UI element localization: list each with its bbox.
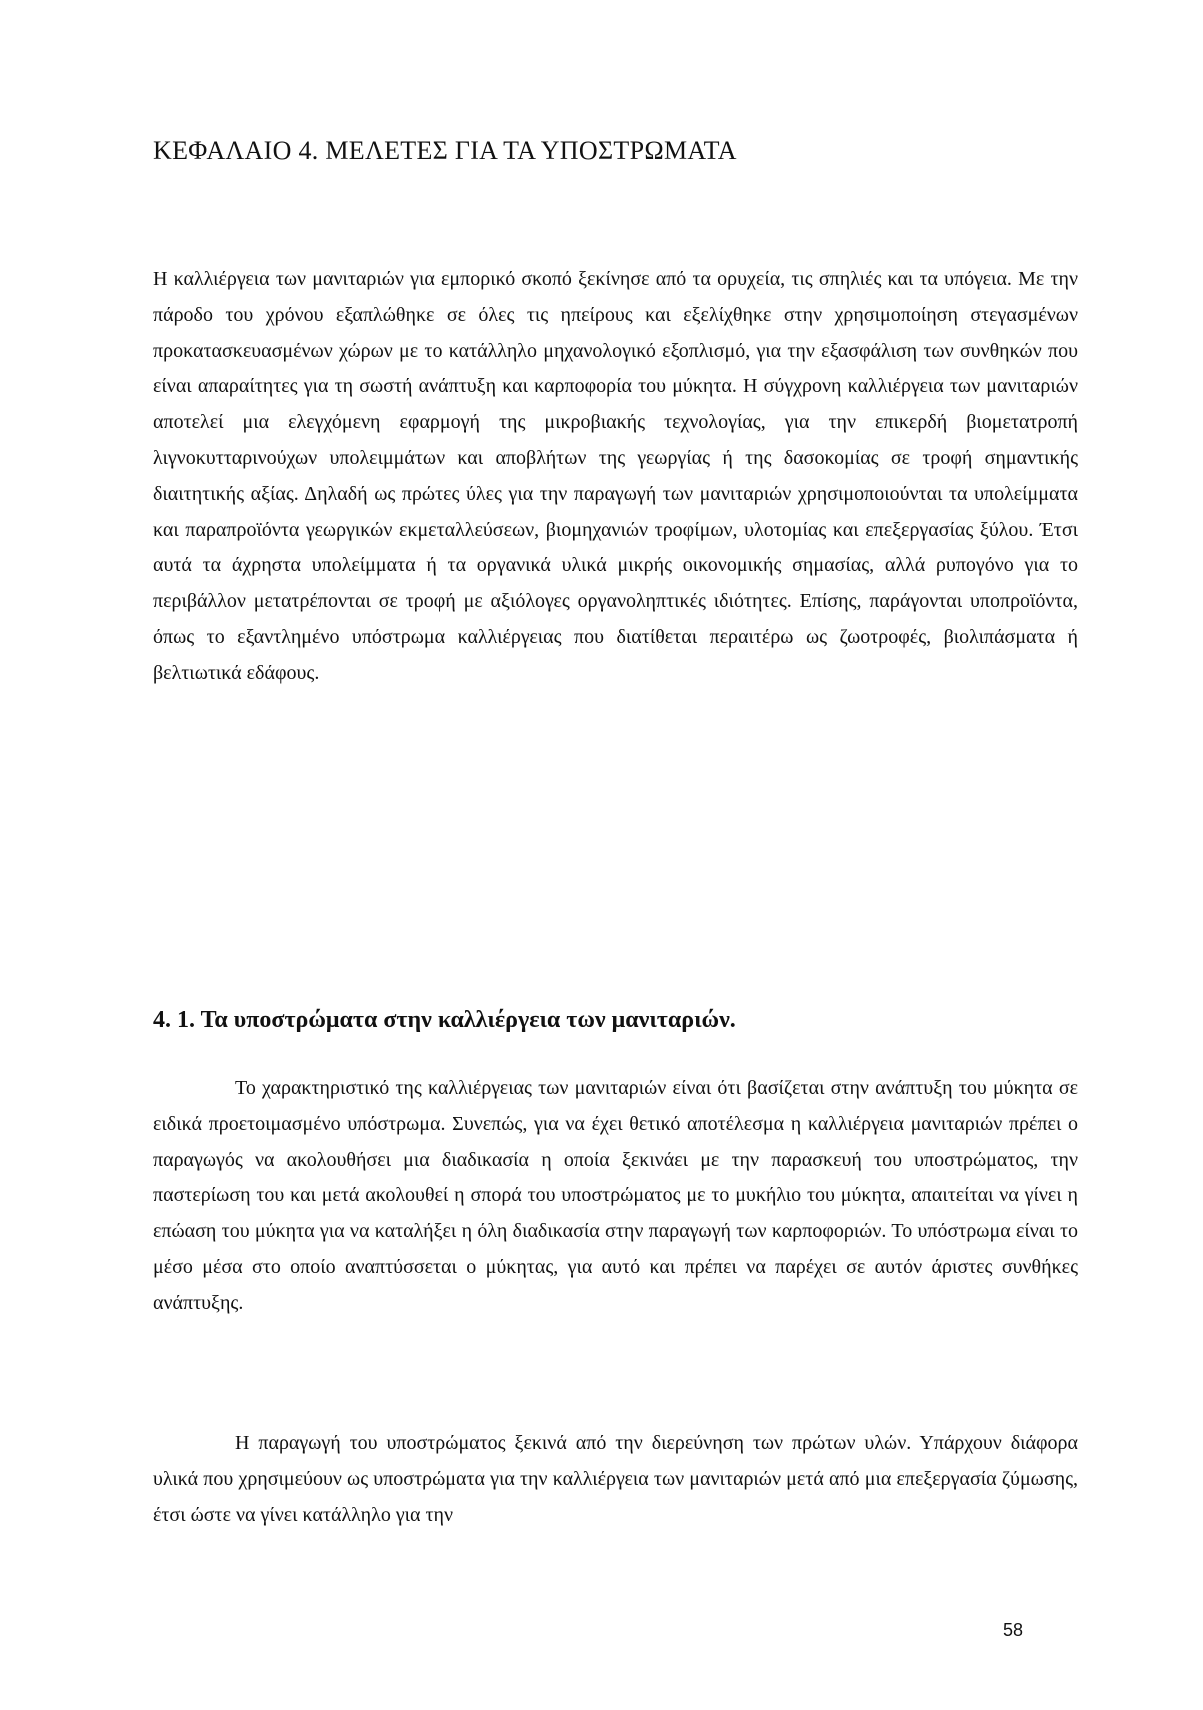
body-paragraph-substrate-characteristics: Το χαρακτηριστικό της καλλιέργειας των μανιταριών είναι ότι βασίζεται στην ανάπτυξη του μύκητα σε ειδικά προετοιμασμένο υπόστρωμα. Συνεπώς, για να έχει θετικό αποτέλεσμα η καλλιέργεια μανιταριών πρέπει ο παραγωγός να ακολουθήσει μια διαδικασία η οποία ξεκινάει με την παρασκευή του υποστρώματος, την παστερίωση του και μετά ακολουθεί η σπορά του υποστρώματος με το μυκήλιο του μύκητα, απαιτείται να γίνει η επώαση του μύκητα για να καταλήξει η όλη διαδικασία στην παραγωγή των καρποφοριών. Το υπόστρωμα είναι το μέσο μέσα στο οποίο αναπτύσσεται ο μύκητας, για αυτό και πρέπει να παρέχει σε αυτόν άριστες συνθήκες ανάπτυξης. xyxy=(153,1077,1078,1314)
body-paragraph-intro: Η καλλιέργεια των μανιταριών για εμπορικό σκοπό ξεκίνησε από τα ορυχεία, τις σπηλιές και τα υπόγεια. Με την πάροδο του χρόνου εξαπλώθηκε σε όλες τις ηπείρους και εξελίχθηκε στην χρησιμοποίηση στεγασμένων προκατασκευασμένων χώρων με το κατάλληλο μηχανολογικό εξοπλισμό, για την εξασφάλιση των συνθηκών που είναι απαραίτητες για τη σωστή ανάπτυξη και καρποφορία του μύκητα. Η σύγχρονη καλλιέργεια των μανιταριών αποτελεί μια ελεγχόμενη εφαρμογή της μικροβιακής τεχνολογίας, για την επικερδή βιομετατροπή λιγνοκυτταρινούχων υπολειμμάτων και αποβλήτων της γεωργίας ή της δασοκομίας σε τροφή σημαντικής διαιτητικής αξίας. Δηλαδή ως πρώτες ύλες για την παραγωγή των μανιταριών χρησιμοποιούνται τα υπολείμματα και παραπροϊόντα γεωργικών εκμεταλλεύσεων, βιομηχανιών τροφίμων, υλοτομίας και επεξεργασίας ξύλου. Έτσι αυτά τα άχρηστα υπολείμματα ή τα οργανικά υλικά μικρής οικονομικής σημασίας, αλλά ρυπογόνο για το περιβάλλον μετατρέπονται σε τροφή με αξιόλογες οργανοληπτικές ιδιότητες. Επίσης, παράγονται υποπροϊόντα, όπως το εξαντλημένο υπόστρωμα καλλιέργειας που διατίθεται περαιτέρω ως ζωοτροφές, βιολιπάσματα ή βελτιωτικά εδάφους. xyxy=(153,268,1078,684)
page-number: 58 xyxy=(1003,1620,1024,1640)
chapter-title: ΚΕΦΑΛΑΙΟ 4. ΜΕΛΕΤΕΣ ΓΙΑ ΤΑ ΥΠΟΣΤΡΩΜΑΤΑ xyxy=(153,136,737,165)
section-heading: 4. 1. Τα υποστρώματα στην καλλιέργεια των μανιταριών. xyxy=(153,1007,736,1033)
body-paragraph-substrate-production: Η παραγωγή του υποστρώματος ξεκινά από την διερεύνηση των πρώτων υλών. Υπάρχουν διάφορα υλικά που χρησιμεύουν ως υποστρώματα για την καλλιέργεια των μανιταριών μετά από μια επεξεργασία ζύμωσης, έτσι ώστε να γίνει κατάλληλο για την xyxy=(153,1432,1078,1526)
